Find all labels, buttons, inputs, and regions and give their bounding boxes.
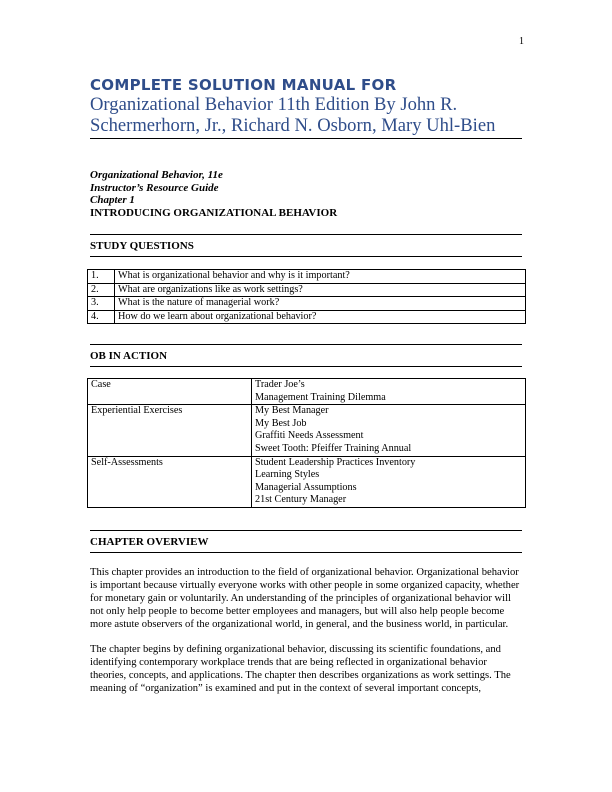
header-kicker: COMPLETE SOLUTION MANUAL FOR [90, 76, 397, 94]
overview-paragraph-1: This chapter provides an introduction to the field of organizational behavior. Organizational behavior is important because virtually everyone works with other people in some organized capacity, whether for monetary gain or voluntarily. An understanding of the principles of organizational behavior will not only help people to become better employees and managers, but will also help people become more astute observers of the organizational world, in general, and the business world, in particular. [90, 567, 520, 630]
table-row [88, 379, 526, 405]
ob-item: Management Training Dilemma [255, 391, 386, 403]
table-row [88, 310, 526, 324]
ob-items [252, 405, 526, 456]
chapter-meta [90, 169, 522, 219]
question-number: 1. [88, 270, 115, 284]
question-number: 4. [88, 310, 115, 324]
header-title-line-1: Organizational Behavior 11th Edition By John R. [90, 94, 458, 115]
section-label: OB IN ACTION [90, 350, 168, 362]
section-label: STUDY QUESTIONS [90, 240, 194, 252]
table-row [88, 270, 526, 284]
ob-item: My Best Job [255, 417, 307, 429]
ob-item: Graffiti Needs Assessment [255, 430, 364, 442]
ob-item: Trader Joe’s [255, 379, 305, 390]
ob-category: Case [88, 379, 252, 405]
ob-category: Self-Assessments [88, 456, 252, 507]
section-rule-bottom [90, 366, 522, 367]
ob-items [252, 379, 526, 405]
page-number: 1 [519, 36, 524, 47]
question-text: How do we learn about organizational behavior? [115, 310, 526, 324]
section-label: CHAPTER OVERVIEW [90, 536, 209, 548]
ob-items [252, 456, 526, 507]
section-heading-chapter-overview [90, 530, 522, 553]
table-row [88, 405, 526, 456]
ob-item: Managerial Assumptions [255, 481, 357, 493]
section-rule-bottom [90, 552, 522, 553]
section-heading-ob-in-action [90, 344, 522, 367]
header-rule [90, 138, 522, 139]
table-row [88, 297, 526, 311]
chapter-overview-body [90, 567, 524, 709]
chapter-label: Chapter 1 [90, 194, 135, 207]
ob-item: My Best Manager [255, 405, 329, 417]
book-title: Organizational Behavior, 11e [90, 169, 223, 181]
table-row [88, 456, 526, 507]
section-rule-bottom [90, 256, 522, 257]
ob-item: 21st Century Manager [255, 494, 347, 506]
document-header [90, 76, 522, 139]
question-number: 3. [88, 297, 115, 311]
study-questions-table [87, 269, 526, 324]
guide-title: Instructor’s Resource Guide [90, 181, 219, 194]
ob-category: Experiential Exercises [88, 405, 252, 456]
ob-item: Student Leadership Practices Inventory [255, 456, 416, 468]
ob-item: Learning Styles [255, 469, 320, 481]
question-text: What are organizations like as work settings? [115, 283, 526, 297]
ob-in-action-table [87, 378, 526, 508]
table-row [88, 283, 526, 297]
question-number: 2. [88, 283, 115, 297]
section-heading-study-questions [90, 234, 522, 257]
overview-paragraph-2: The chapter begins by defining organizational behavior, discussing its scientific foundations, and identifying contemporary workplace trends that are being reflected in organizational behavior theories, concepts, and applications. The chapter then describes organizations as work settings. The meaning of “organization” is examined and put in the context of several important concepts, [90, 644, 511, 695]
ob-item: Sweet Tooth: Pfeiffer Training Annual [255, 442, 412, 454]
chapter-title: INTRODUCING ORGANIZATIONAL BEHAVIOR [90, 206, 338, 219]
header-title-line-2: Schermerhorn, Jr., Richard N. Osborn, Mary Uhl-Bien [90, 115, 496, 136]
question-text: What is organizational behavior and why is it important? [115, 270, 526, 284]
question-text: What is the nature of managerial work? [115, 297, 526, 311]
